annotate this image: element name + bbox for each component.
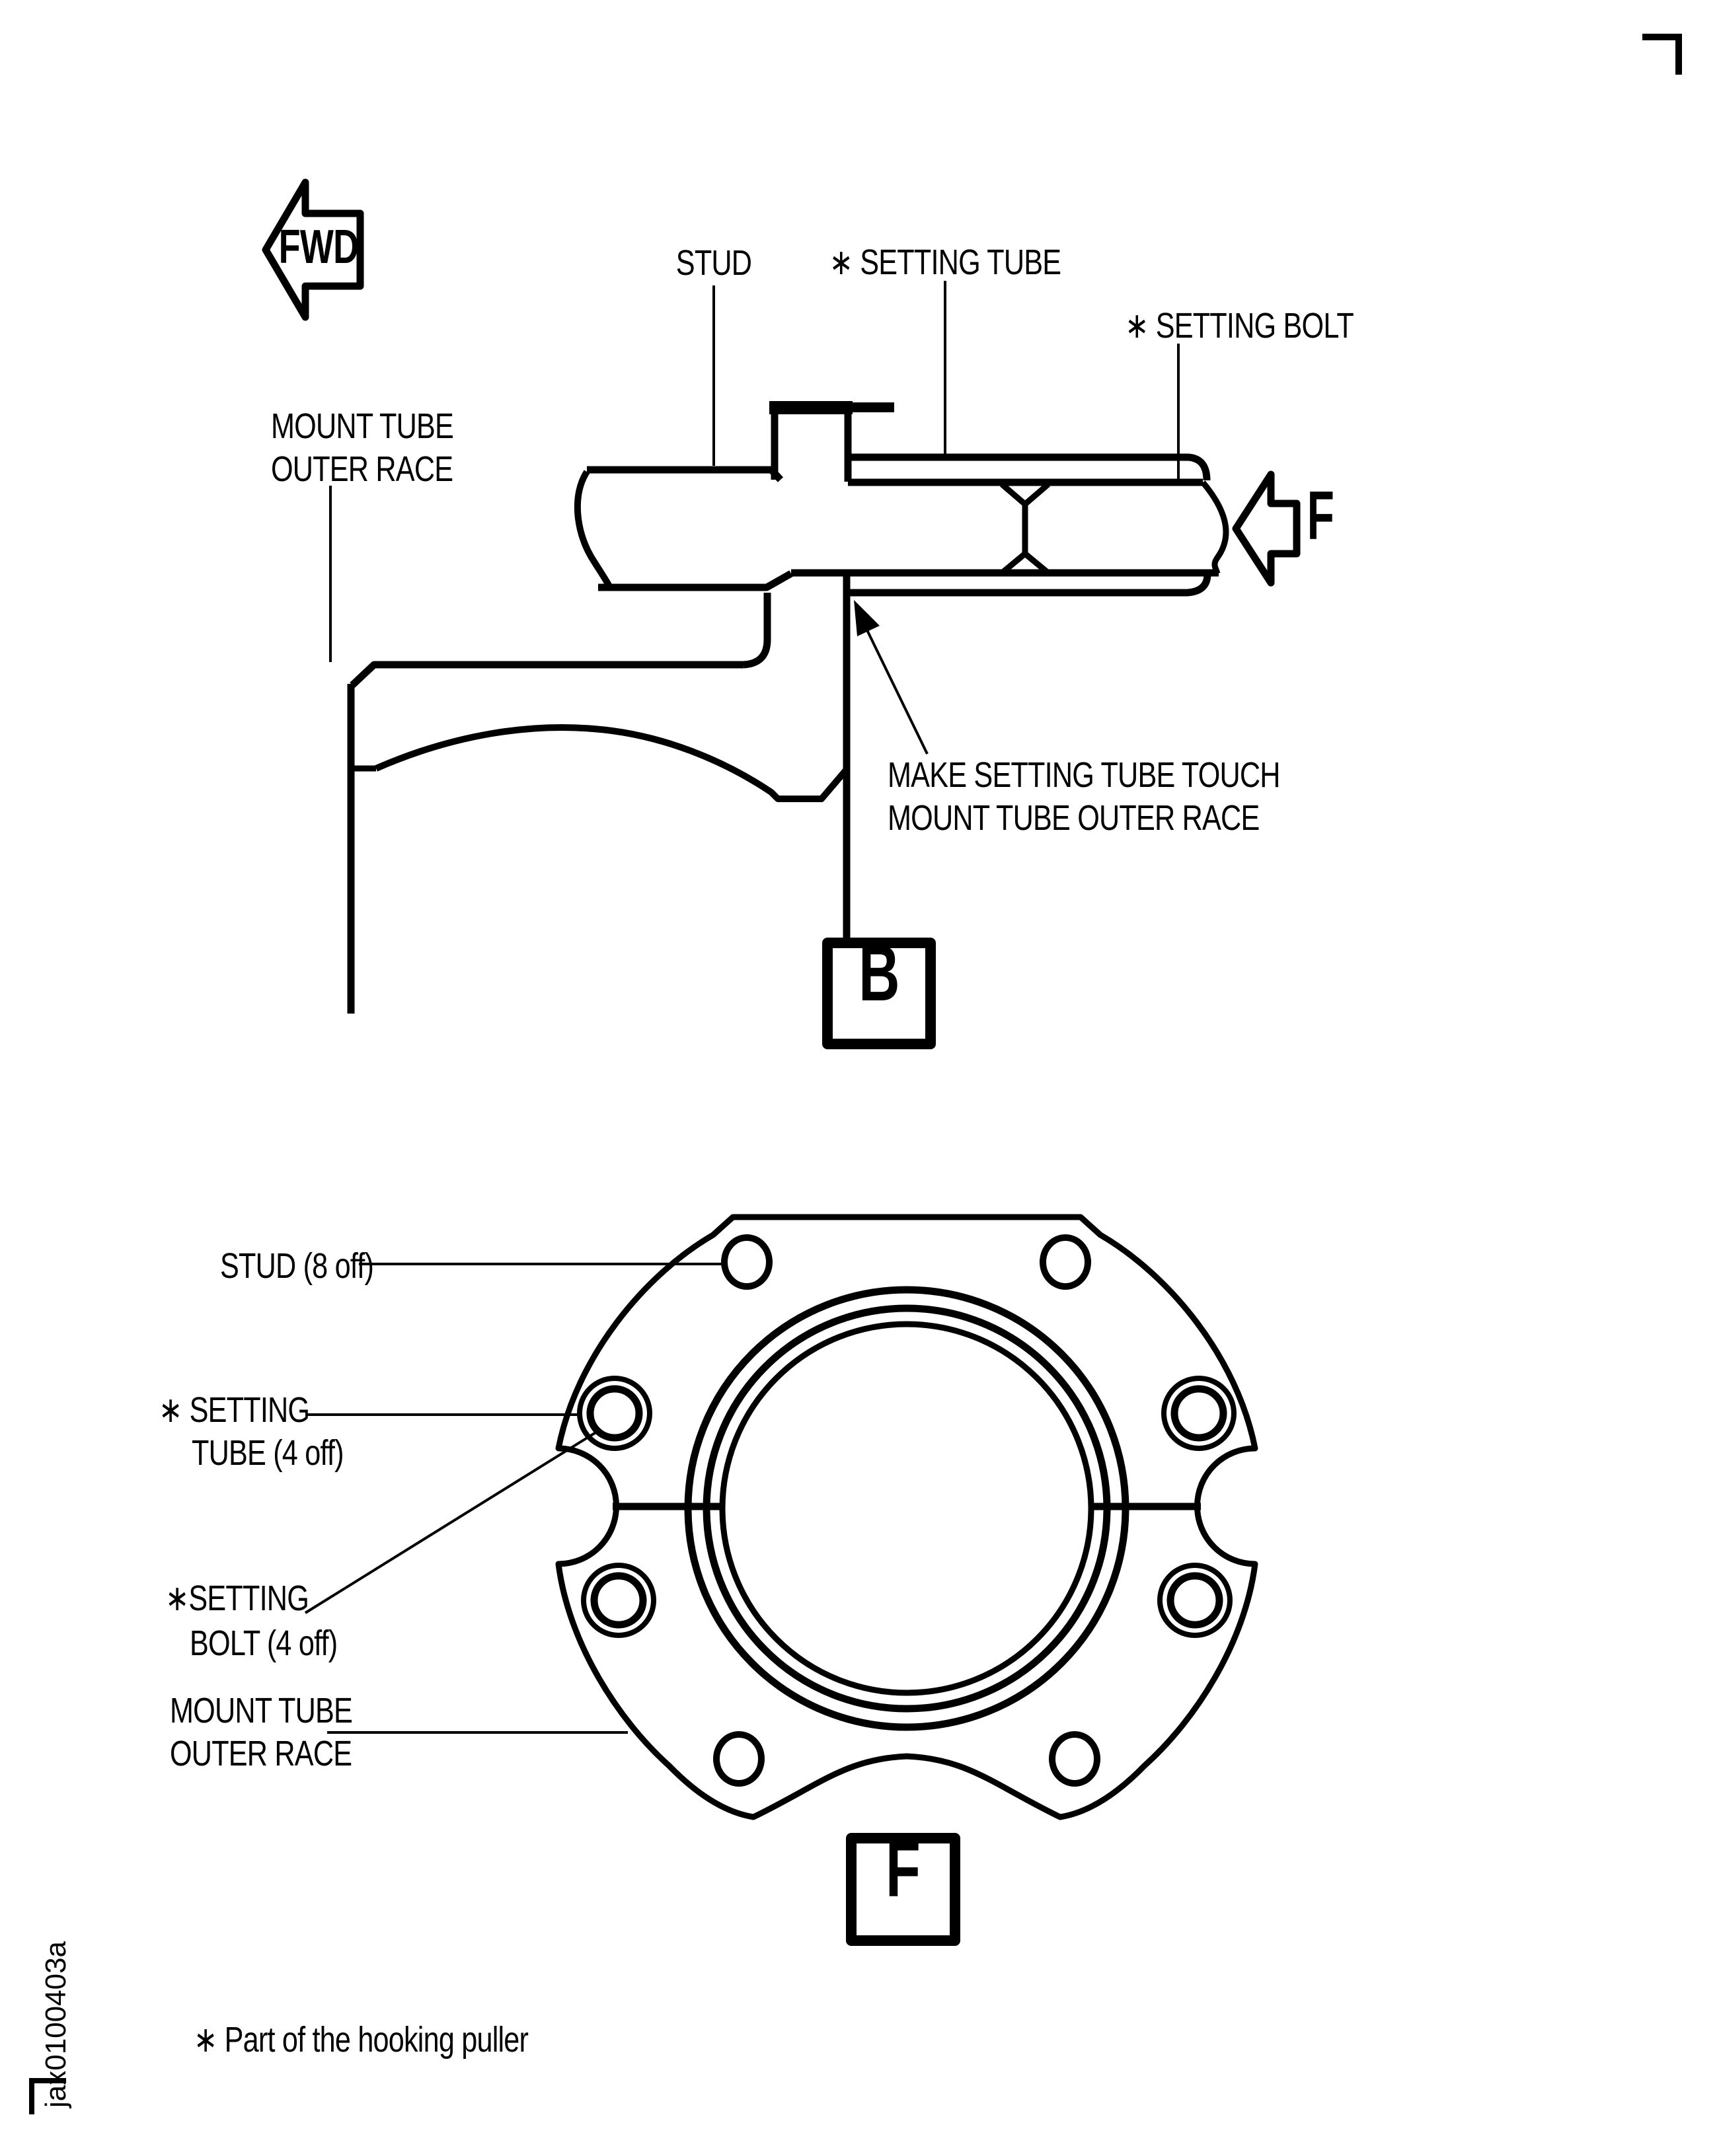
front-view-f — [305, 1217, 1255, 1941]
tube-split-joint — [1002, 484, 1048, 573]
mount-tube-top-edge — [587, 470, 781, 480]
fwd-label: FWD — [278, 221, 359, 274]
bolt4-leader-line — [305, 1432, 597, 1613]
setting-tube4-label-line2: TUBE (4 off) — [192, 1433, 344, 1473]
setting-tube-upper — [848, 457, 1207, 480]
race-shoulder — [598, 574, 791, 587]
race-top-surface — [352, 665, 744, 685]
stud8-label: STUD (8 off) — [220, 1246, 374, 1286]
asterisk-icon: ∗ — [1125, 305, 1149, 346]
asterisk-icon: ∗ — [194, 2019, 217, 2060]
asterisk-icon: ∗ — [159, 1389, 182, 1431]
stud-label-top: STUD — [675, 243, 752, 283]
asterisk-icon: ∗ — [829, 241, 853, 283]
note-label: MAKE SETTING TUBE TOUCH MOUNT TUBE OUTER RACE — [888, 755, 1280, 838]
stud-cap-stub — [849, 402, 894, 412]
race-break-wave — [578, 472, 610, 587]
setting-bolt-label-top: ∗ SETTING BOLT — [1125, 305, 1354, 346]
setting-tube-lower — [848, 574, 1207, 593]
corner-mark-top-right-icon — [1642, 37, 1679, 75]
figure-code: jax0100403a — [40, 1941, 72, 2108]
stud-cap — [769, 401, 853, 414]
asterisk-icon: ∗ — [165, 1577, 189, 1619]
setting-bolt4-label-line1: ∗SETTING — [165, 1577, 309, 1619]
note-arrowhead-icon — [854, 600, 880, 636]
view-f-letter: F — [885, 1825, 921, 1914]
setting-bolt4-label-line2: BOLT (4 off) — [190, 1623, 338, 1663]
view-b-letter: B — [859, 929, 899, 1018]
setting-tube-label-top: ∗ SETTING TUBE — [829, 241, 1061, 283]
force-f-letter: F — [1307, 478, 1334, 554]
race-bore-curve — [376, 727, 848, 799]
setting-tube4-label-line1: ∗ SETTING — [159, 1389, 310, 1431]
bolt-break-wave — [1203, 482, 1226, 574]
mount-race-label-top: MOUNT TUBE OUTER RACE — [271, 406, 454, 489]
mount-race-label-bottom: MOUNT TUBE OUTER RACE — [170, 1691, 353, 1773]
note-leader-line — [859, 613, 927, 754]
footnote: ∗ Part of the hooking puller — [194, 2019, 529, 2060]
race-step — [744, 593, 767, 665]
